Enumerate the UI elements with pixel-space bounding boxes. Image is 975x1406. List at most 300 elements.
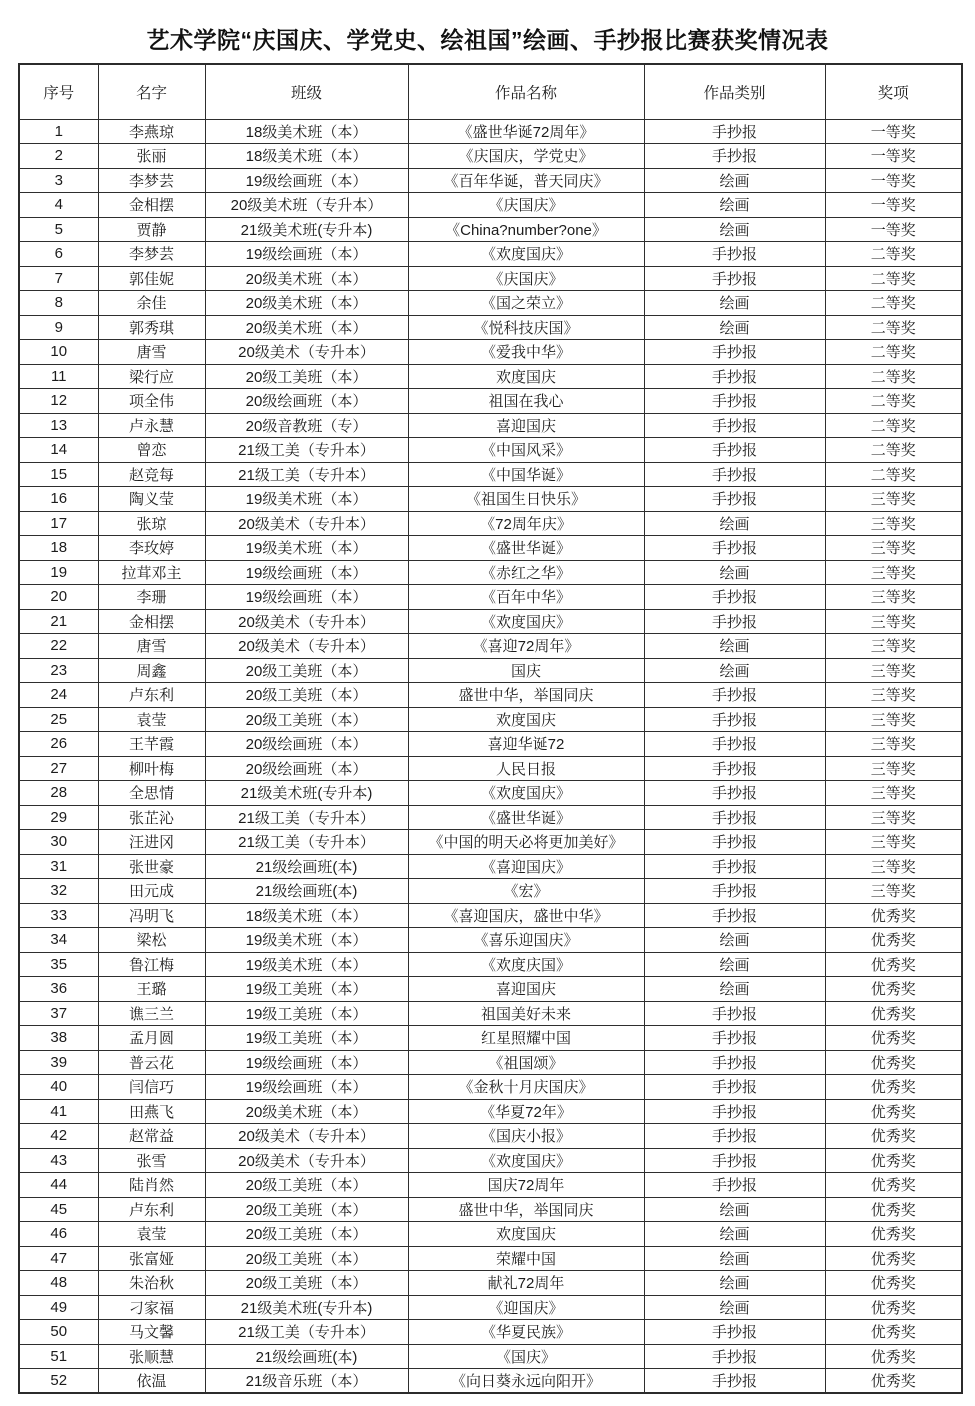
cell-class: 20级工美班（本） — [205, 1271, 408, 1296]
cell-class: 19级绘画班（本） — [205, 1050, 408, 1075]
cell-work-category: 手抄报 — [644, 144, 825, 169]
cell-index: 10 — [19, 340, 98, 365]
cell-work-category: 手抄报 — [644, 879, 825, 904]
cell-index: 52 — [19, 1369, 98, 1394]
cell-work-title: 红星照耀中国 — [408, 1026, 644, 1051]
cell-name: 闫信巧 — [98, 1075, 205, 1100]
table-row — [19, 340, 962, 365]
cell-class: 19级绘画班（本） — [205, 168, 408, 193]
cell-class: 20级绘画班（本） — [205, 732, 408, 757]
cell-name: 谯三兰 — [98, 1001, 205, 1026]
cell-work-category: 手抄报 — [644, 438, 825, 463]
cell-index: 13 — [19, 413, 98, 438]
cell-name: 卢东利 — [98, 1197, 205, 1222]
cell-index: 30 — [19, 830, 98, 855]
cell-work-category: 手抄报 — [644, 903, 825, 928]
cell-work-category: 绘画 — [644, 952, 825, 977]
page-title: 艺术学院“庆国庆、学党史、绘祖国”绘画、手抄报比赛获奖情况表 — [146, 27, 829, 53]
cell-work-title: 《爱我中华》 — [408, 340, 644, 365]
cell-work-category: 手抄报 — [644, 683, 825, 708]
cell-work-title: 《百年中华》 — [408, 585, 644, 610]
cell-name: 余佳 — [98, 291, 205, 316]
cell-work-category: 绘画 — [644, 634, 825, 659]
cell-name: 鲁江梅 — [98, 952, 205, 977]
cell-class: 19级绘画班（本） — [205, 585, 408, 610]
table-row — [19, 1075, 962, 1100]
cell-index: 5 — [19, 217, 98, 242]
cell-work-category: 手抄报 — [644, 389, 825, 414]
cell-work-title: 欢度国庆 — [408, 707, 644, 732]
header-work-title: 作品名称 — [408, 64, 644, 119]
cell-name: 唐雪 — [98, 634, 205, 659]
cell-index: 49 — [19, 1295, 98, 1320]
cell-work-title: 《欢度庆国》 — [408, 952, 644, 977]
cell-work-category: 手抄报 — [644, 413, 825, 438]
cell-work-category: 绘画 — [644, 315, 825, 340]
cell-award: 三等奖 — [825, 585, 962, 610]
cell-name: 郭佳妮 — [98, 266, 205, 291]
cell-index: 39 — [19, 1050, 98, 1075]
table-row — [19, 1369, 962, 1394]
cell-name: 赵竞每 — [98, 462, 205, 487]
table-body — [19, 119, 962, 1393]
cell-work-category: 绘画 — [644, 193, 825, 218]
cell-index: 50 — [19, 1320, 98, 1345]
cell-award: 优秀奖 — [825, 1320, 962, 1345]
cell-index: 48 — [19, 1271, 98, 1296]
table-row — [19, 536, 962, 561]
cell-name: 普云花 — [98, 1050, 205, 1075]
cell-work-title: 《喜迎国庆》 — [408, 854, 644, 879]
table-row — [19, 1246, 962, 1271]
cell-name: 贾静 — [98, 217, 205, 242]
cell-work-title: 《庆国庆，学党史》 — [408, 144, 644, 169]
cell-work-category: 手抄报 — [644, 1173, 825, 1198]
cell-work-title: 《盛世华诞》 — [408, 805, 644, 830]
cell-work-category: 手抄报 — [644, 1050, 825, 1075]
cell-class: 20级美术（专升本） — [205, 1148, 408, 1173]
cell-index: 17 — [19, 511, 98, 536]
cell-work-category: 手抄报 — [644, 536, 825, 561]
table-row — [19, 413, 962, 438]
cell-work-category: 手抄报 — [644, 364, 825, 389]
cell-index: 2 — [19, 144, 98, 169]
table-row — [19, 1001, 962, 1026]
table-row — [19, 1295, 962, 1320]
cell-index: 37 — [19, 1001, 98, 1026]
cell-class: 20级工美班（本） — [205, 707, 408, 732]
cell-work-category: 手抄报 — [644, 1320, 825, 1345]
cell-award: 一等奖 — [825, 168, 962, 193]
cell-work-title: 《喜迎72周年》 — [408, 634, 644, 659]
cell-name: 张顺慧 — [98, 1344, 205, 1369]
cell-work-category: 手抄报 — [644, 462, 825, 487]
cell-award: 三等奖 — [825, 609, 962, 634]
cell-name: 卢东利 — [98, 683, 205, 708]
table-row — [19, 903, 962, 928]
cell-class: 19级绘画班（本） — [205, 1075, 408, 1100]
cell-class: 20级工美班（本） — [205, 658, 408, 683]
cell-class: 19级美术班（本） — [205, 536, 408, 561]
cell-name: 袁莹 — [98, 707, 205, 732]
cell-award: 优秀奖 — [825, 1001, 962, 1026]
cell-index: 51 — [19, 1344, 98, 1369]
cell-work-category: 手抄报 — [644, 340, 825, 365]
table-row — [19, 242, 962, 267]
cell-award: 优秀奖 — [825, 1222, 962, 1247]
header-class: 班级 — [205, 64, 408, 119]
cell-award: 优秀奖 — [825, 1271, 962, 1296]
cell-award: 二等奖 — [825, 340, 962, 365]
cell-index: 27 — [19, 756, 98, 781]
table-row — [19, 1320, 962, 1345]
table-row — [19, 585, 962, 610]
cell-class: 20级工美班（本） — [205, 1246, 408, 1271]
cell-name: 梁行应 — [98, 364, 205, 389]
cell-award: 二等奖 — [825, 438, 962, 463]
cell-name: 李燕琼 — [98, 119, 205, 144]
cell-award: 优秀奖 — [825, 1026, 962, 1051]
header-index: 序号 — [19, 64, 98, 119]
cell-work-title: 《华夏72年》 — [408, 1099, 644, 1124]
cell-work-title: 《宏》 — [408, 879, 644, 904]
cell-class: 20级美术（专升本） — [205, 634, 408, 659]
cell-index: 36 — [19, 977, 98, 1002]
cell-award: 优秀奖 — [825, 1148, 962, 1173]
cell-work-title: 盛世中华，举国同庆 — [408, 683, 644, 708]
table-row — [19, 1148, 962, 1173]
cell-work-title: 《金秋十月庆国庆》 — [408, 1075, 644, 1100]
cell-class: 20级美术（专升本） — [205, 609, 408, 634]
cell-work-category: 手抄报 — [644, 487, 825, 512]
cell-name: 孟月圆 — [98, 1026, 205, 1051]
table-row — [19, 609, 962, 634]
table-row — [19, 144, 962, 169]
table-row — [19, 560, 962, 585]
cell-index: 26 — [19, 732, 98, 757]
table-row — [19, 315, 962, 340]
cell-work-title: 《盛世华诞》 — [408, 536, 644, 561]
cell-award: 优秀奖 — [825, 903, 962, 928]
cell-index: 43 — [19, 1148, 98, 1173]
cell-name: 卢永慧 — [98, 413, 205, 438]
cell-work-category: 手抄报 — [644, 1369, 825, 1394]
table-row — [19, 1271, 962, 1296]
cell-work-category: 手抄报 — [644, 854, 825, 879]
table-row — [19, 854, 962, 879]
table-row — [19, 511, 962, 536]
cell-index: 3 — [19, 168, 98, 193]
header-award: 奖项 — [825, 64, 962, 119]
cell-index: 11 — [19, 364, 98, 389]
cell-work-title: 《庆国庆》 — [408, 193, 644, 218]
cell-award: 优秀奖 — [825, 1099, 962, 1124]
cell-class: 19级工美班（本） — [205, 1026, 408, 1051]
cell-work-title: 《中国华诞》 — [408, 462, 644, 487]
table-row — [19, 1026, 962, 1051]
cell-class: 20级工美班（本） — [205, 1222, 408, 1247]
cell-class: 21级工美（专升本） — [205, 1320, 408, 1345]
table-row — [19, 805, 962, 830]
cell-work-title: 《国庆小报》 — [408, 1124, 644, 1149]
cell-award: 优秀奖 — [825, 1197, 962, 1222]
cell-class: 19级美术班（本） — [205, 487, 408, 512]
cell-name: 刁家福 — [98, 1295, 205, 1320]
cell-name: 李珊 — [98, 585, 205, 610]
cell-work-category: 手抄报 — [644, 1075, 825, 1100]
table-row — [19, 438, 962, 463]
cell-index: 6 — [19, 242, 98, 267]
cell-class: 21级美术班(专升本) — [205, 781, 408, 806]
cell-work-title: 《欢度国庆》 — [408, 781, 644, 806]
cell-work-title: 国庆 — [408, 658, 644, 683]
cell-class: 21级绘画班(本) — [205, 879, 408, 904]
cell-class: 21级工美（专升本） — [205, 830, 408, 855]
cell-award: 优秀奖 — [825, 928, 962, 953]
cell-work-title: 国庆72周年 — [408, 1173, 644, 1198]
cell-index: 42 — [19, 1124, 98, 1149]
cell-work-title: 《华夏民族》 — [408, 1320, 644, 1345]
cell-class: 18级美术班（本） — [205, 144, 408, 169]
cell-work-category: 绘画 — [644, 291, 825, 316]
cell-award: 三等奖 — [825, 830, 962, 855]
cell-work-title: 《庆国庆》 — [408, 266, 644, 291]
table-row — [19, 756, 962, 781]
header-work-category: 作品类别 — [644, 64, 825, 119]
cell-award: 三等奖 — [825, 658, 962, 683]
cell-index: 8 — [19, 291, 98, 316]
cell-index: 9 — [19, 315, 98, 340]
cell-name: 项全伟 — [98, 389, 205, 414]
cell-work-category: 绘画 — [644, 560, 825, 585]
cell-index: 19 — [19, 560, 98, 585]
cell-name: 陆肖然 — [98, 1173, 205, 1198]
cell-class: 21级音乐班（本） — [205, 1369, 408, 1394]
cell-work-title: 欢度国庆 — [408, 364, 644, 389]
cell-work-category: 手抄报 — [644, 266, 825, 291]
cell-work-title: 《悦科技庆国》 — [408, 315, 644, 340]
cell-index: 16 — [19, 487, 98, 512]
cell-index: 44 — [19, 1173, 98, 1198]
cell-award: 三等奖 — [825, 683, 962, 708]
cell-work-category: 手抄报 — [644, 242, 825, 267]
cell-work-title: 《喜迎国庆，盛世中华》 — [408, 903, 644, 928]
cell-work-title: 《祖国生日快乐》 — [408, 487, 644, 512]
cell-work-title: 《国之荣立》 — [408, 291, 644, 316]
cell-class: 20级工美班（本） — [205, 364, 408, 389]
cell-work-category: 手抄报 — [644, 805, 825, 830]
cell-work-category: 绘画 — [644, 1246, 825, 1271]
cell-index: 15 — [19, 462, 98, 487]
cell-work-category: 绘画 — [644, 168, 825, 193]
cell-award: 三等奖 — [825, 634, 962, 659]
cell-name: 拉茸邓主 — [98, 560, 205, 585]
cell-work-title: 祖国在我心 — [408, 389, 644, 414]
cell-work-category: 手抄报 — [644, 1124, 825, 1149]
cell-index: 22 — [19, 634, 98, 659]
cell-class: 18级美术班（本） — [205, 119, 408, 144]
table-row — [19, 266, 962, 291]
table-row — [19, 707, 962, 732]
cell-work-title: 《China?number?one》 — [408, 217, 644, 242]
cell-award: 二等奖 — [825, 242, 962, 267]
cell-index: 4 — [19, 193, 98, 218]
cell-index: 14 — [19, 438, 98, 463]
cell-work-title: 《中国的明天必将更加美好》 — [408, 830, 644, 855]
table-row — [19, 928, 962, 953]
cell-name: 柳叶梅 — [98, 756, 205, 781]
cell-name: 王芊霞 — [98, 732, 205, 757]
table-row — [19, 1222, 962, 1247]
cell-index: 46 — [19, 1222, 98, 1247]
cell-class: 20级工美班（本） — [205, 1173, 408, 1198]
cell-work-title: 盛世中华，举国同庆 — [408, 1197, 644, 1222]
cell-work-title: 《欢度国庆》 — [408, 1148, 644, 1173]
cell-award: 二等奖 — [825, 364, 962, 389]
cell-award: 二等奖 — [825, 462, 962, 487]
cell-index: 20 — [19, 585, 98, 610]
cell-work-title: 《喜乐迎国庆》 — [408, 928, 644, 953]
table-row — [19, 977, 962, 1002]
cell-class: 20级美术班（专升本） — [205, 193, 408, 218]
cell-work-category: 手抄报 — [644, 1099, 825, 1124]
cell-work-title: 《欢度国庆》 — [408, 609, 644, 634]
cell-name: 李梦芸 — [98, 168, 205, 193]
cell-class: 19级工美班（本） — [205, 1001, 408, 1026]
cell-award: 三等奖 — [825, 560, 962, 585]
cell-name: 金相摆 — [98, 193, 205, 218]
cell-name: 依温 — [98, 1369, 205, 1394]
cell-index: 7 — [19, 266, 98, 291]
table-row — [19, 217, 962, 242]
cell-index: 28 — [19, 781, 98, 806]
cell-award: 三等奖 — [825, 536, 962, 561]
cell-index: 38 — [19, 1026, 98, 1051]
cell-work-title: 喜迎国庆 — [408, 977, 644, 1002]
cell-name: 张世豪 — [98, 854, 205, 879]
cell-name: 李玫婷 — [98, 536, 205, 561]
cell-class: 19级绘画班（本） — [205, 242, 408, 267]
cell-name: 赵常益 — [98, 1124, 205, 1149]
cell-work-category: 绘画 — [644, 1271, 825, 1296]
cell-award: 优秀奖 — [825, 1344, 962, 1369]
cell-name: 张芷沁 — [98, 805, 205, 830]
cell-work-category: 手抄报 — [644, 781, 825, 806]
awards-table — [18, 63, 963, 1394]
table-row — [19, 781, 962, 806]
cell-work-category: 手抄报 — [644, 119, 825, 144]
cell-award: 三等奖 — [825, 511, 962, 536]
table-row — [19, 952, 962, 977]
cell-work-category: 手抄报 — [644, 609, 825, 634]
cell-index: 35 — [19, 952, 98, 977]
cell-award: 优秀奖 — [825, 1295, 962, 1320]
cell-award: 一等奖 — [825, 119, 962, 144]
cell-class: 19级美术班（本） — [205, 928, 408, 953]
cell-work-category: 绘画 — [644, 217, 825, 242]
cell-name: 周鑫 — [98, 658, 205, 683]
table-header — [19, 64, 962, 119]
cell-award: 一等奖 — [825, 193, 962, 218]
cell-class: 21级美术班(专升本) — [205, 217, 408, 242]
cell-index: 45 — [19, 1197, 98, 1222]
cell-work-title: 《迎国庆》 — [408, 1295, 644, 1320]
cell-class: 21级工美（专升本） — [205, 438, 408, 463]
cell-award: 三等奖 — [825, 854, 962, 879]
cell-class: 20级美术（专升本） — [205, 340, 408, 365]
cell-award: 二等奖 — [825, 266, 962, 291]
cell-name: 唐雪 — [98, 340, 205, 365]
cell-class: 19级绘画班（本） — [205, 560, 408, 585]
cell-work-title: 《盛世华诞72周年》 — [408, 119, 644, 144]
cell-award: 一等奖 — [825, 217, 962, 242]
cell-name: 袁莹 — [98, 1222, 205, 1247]
cell-class: 20级美术班（本） — [205, 266, 408, 291]
cell-work-category: 手抄报 — [644, 1026, 825, 1051]
table-row — [19, 1173, 962, 1198]
cell-award: 优秀奖 — [825, 1369, 962, 1394]
table-row — [19, 830, 962, 855]
cell-name: 张雪 — [98, 1148, 205, 1173]
cell-class: 20级美术班（本） — [205, 315, 408, 340]
cell-name: 朱治秋 — [98, 1271, 205, 1296]
table-row — [19, 364, 962, 389]
cell-work-category: 绘画 — [644, 1295, 825, 1320]
cell-award: 优秀奖 — [825, 1173, 962, 1198]
cell-work-title: 《国庆》 — [408, 1344, 644, 1369]
cell-award: 三等奖 — [825, 879, 962, 904]
cell-class: 20级美术（专升本） — [205, 1124, 408, 1149]
cell-work-title: 欢度国庆 — [408, 1222, 644, 1247]
cell-index: 41 — [19, 1099, 98, 1124]
cell-award: 二等奖 — [825, 315, 962, 340]
cell-name: 张琼 — [98, 511, 205, 536]
cell-name: 马文馨 — [98, 1320, 205, 1345]
table-row — [19, 389, 962, 414]
cell-work-title: 《中国风采》 — [408, 438, 644, 463]
cell-work-category: 绘画 — [644, 928, 825, 953]
cell-work-title: 祖国美好未来 — [408, 1001, 644, 1026]
cell-award: 三等奖 — [825, 781, 962, 806]
cell-name: 田燕飞 — [98, 1099, 205, 1124]
cell-work-category: 手抄报 — [644, 1001, 825, 1026]
cell-work-title: 《欢度国庆》 — [408, 242, 644, 267]
cell-work-title: 《72周年庆》 — [408, 511, 644, 536]
cell-class: 20级工美班（本） — [205, 683, 408, 708]
cell-class: 21级绘画班(本) — [205, 854, 408, 879]
cell-index: 40 — [19, 1075, 98, 1100]
cell-name: 陶义莹 — [98, 487, 205, 512]
table-row — [19, 193, 962, 218]
table-row — [19, 462, 962, 487]
cell-award: 二等奖 — [825, 291, 962, 316]
cell-class: 20级美术班（本） — [205, 1099, 408, 1124]
table-row — [19, 732, 962, 757]
cell-class: 20级工美班（本） — [205, 1197, 408, 1222]
cell-index: 23 — [19, 658, 98, 683]
cell-award: 二等奖 — [825, 413, 962, 438]
cell-name: 李梦芸 — [98, 242, 205, 267]
header-name: 名字 — [98, 64, 205, 119]
cell-class: 21级工美（专升本） — [205, 462, 408, 487]
cell-class: 19级美术班（本） — [205, 952, 408, 977]
table-row — [19, 1344, 962, 1369]
cell-index: 24 — [19, 683, 98, 708]
table-row — [19, 168, 962, 193]
cell-work-title: 喜迎国庆 — [408, 413, 644, 438]
cell-work-category: 手抄报 — [644, 1344, 825, 1369]
cell-award: 优秀奖 — [825, 1075, 962, 1100]
